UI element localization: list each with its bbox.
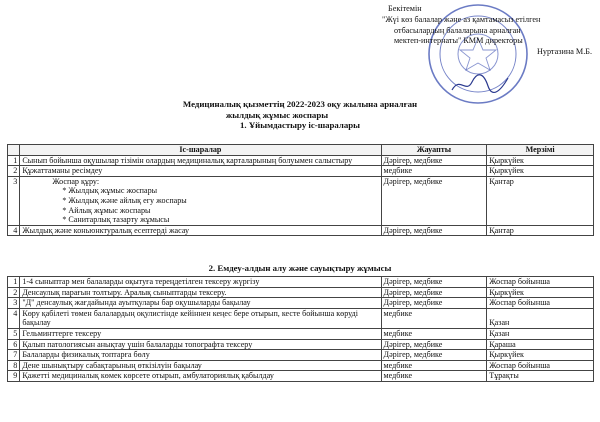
table-row — [8, 371, 594, 382]
row-responsible: медбике — [381, 371, 487, 382]
row-deadline: Қантар — [487, 176, 594, 225]
director-signature-icon — [450, 72, 510, 96]
row-responsible: медбике — [381, 166, 487, 177]
header-activity: Іс-шаралар — [20, 145, 381, 156]
approval-line-2: "Жүі көз балалар және аз қамтамасыз етілген — [382, 14, 541, 24]
row-activity: Денсаулық парағын толтыру. Аралық сыныптарды тексеру. — [20, 287, 381, 298]
list-item: * Жылдық және айлық егу жоспары — [62, 196, 378, 206]
header-responsible: Жауапты — [381, 145, 487, 156]
row-activity: "Д" денсаулық жағдайында ауытқулары бар оқушыларды бақылау — [20, 298, 381, 309]
table-row — [8, 360, 594, 371]
row-responsible: Дәрігер, медбике — [381, 339, 487, 350]
row-number: 8 — [8, 360, 20, 371]
section-1-title: 1. Ұйымдастыру іс-шаралары — [240, 120, 360, 130]
row-deadline: Тұрақты — [487, 371, 594, 382]
approval-line-1: Бекітемін — [388, 4, 422, 13]
row-responsible: Дәрігер, медбике — [381, 155, 487, 166]
row-responsible: Дәрігер, медбике — [381, 176, 487, 225]
row-responsible: Дәрігер, медбике — [381, 287, 487, 298]
table-row — [8, 308, 594, 328]
row-number: 1 — [8, 155, 20, 166]
row-deadline: Қыркүйек — [487, 166, 594, 177]
row-number: 4 — [8, 225, 20, 236]
table-row — [8, 166, 594, 177]
row-number: 3 — [8, 298, 20, 309]
row-deadline: Қараша — [487, 339, 594, 350]
approval-block — [382, 4, 592, 58]
plan-list — [22, 186, 378, 224]
row-activity: Балаларды физикалық топтарға бөлу — [20, 350, 381, 361]
row-activity: Гельминттерге тексеру — [20, 328, 381, 339]
document-title: Медициналық қызметтің 2022-2023 оқу жылына арналған — [182, 99, 418, 109]
table-row — [8, 328, 594, 339]
table-row — [8, 155, 594, 166]
row-responsible: Дәрігер, медбике — [381, 350, 487, 361]
list-item: * Санитарлық тазарту жұмысы — [62, 215, 378, 225]
table-row — [8, 350, 594, 361]
row-deadline: Қыркүйек — [487, 155, 594, 166]
row-deadline: Қазан — [487, 328, 594, 339]
list-item: * Айлық жұмыс жоспары — [62, 206, 378, 216]
row-responsible: медбике — [381, 360, 487, 371]
row-number: 4 — [8, 308, 20, 328]
row-responsible: Дәрігер, медбике — [381, 277, 487, 288]
row-number: 1 — [8, 277, 20, 288]
organizational-activities-table — [7, 144, 594, 236]
row-activity: 1-4 сыныптар мен балаларды оқытуға тереңдетілген тексеру жүргізу — [20, 277, 381, 288]
row-number: 5 — [8, 328, 20, 339]
list-item: * Жылдық жұмыс жоспары — [62, 186, 378, 196]
row-activity: Сынып бойынша оқушылар тізімін олардың медициналық карталарының болуымен салыстыру — [20, 155, 381, 166]
table-row — [8, 287, 594, 298]
row-deadline: Қыркүйек — [487, 350, 594, 361]
row-activity: Көру қабілеті төмен балалардың оқулистінде кейіннен кеңес бере отырып, кесте бойынша көруді бақылау — [20, 308, 381, 328]
table-header-row — [8, 145, 594, 156]
row-deadline: Жоспар бойынша — [487, 277, 594, 288]
row-responsible: Дәрігер, медбике — [381, 225, 487, 236]
document-title-block — [0, 99, 600, 131]
table-row — [8, 225, 594, 236]
row-activity: Құжаттаманы ресімдеу — [20, 166, 381, 177]
row-number: 3 — [8, 176, 20, 225]
table-row — [8, 176, 594, 225]
treatment-prevention-table — [7, 276, 594, 382]
section-2-title: 2. Емдеу-алдын алу және сауықтыру жұмысы — [208, 263, 392, 273]
table-row — [8, 298, 594, 309]
row-activity: Қалып патологиясын анықтау үшін балаларды топографта тексеру — [20, 339, 381, 350]
approval-line-3: отбасылардың балаларына арналған — [394, 25, 521, 35]
row-activity: Дене шынықтыру сабақтарының өткізілуін бақылау — [20, 360, 381, 371]
row-deadline: Қыркүйек — [487, 287, 594, 298]
header-num — [8, 145, 20, 156]
row-number: 7 — [8, 350, 20, 361]
header-deadline: Мерзімі — [487, 145, 594, 156]
row-responsible: медбике — [381, 308, 487, 328]
row-deadline: Жоспар бойынша — [487, 360, 594, 371]
row-activity: Жылдық және коньюнктуралық есептерді жасау — [20, 225, 381, 236]
document-subtitle: жылдық жұмыс жоспары — [225, 109, 329, 120]
table-row — [8, 339, 594, 350]
approval-director-name: Нуртазина М.Б. — [536, 47, 592, 57]
row-deadline: Қазан — [487, 308, 594, 328]
row-responsible: Дәрігер, медбике — [381, 298, 487, 309]
row-responsible: медбике — [381, 328, 487, 339]
row-number: 9 — [8, 371, 20, 382]
table-row — [8, 277, 594, 288]
plan-heading: Жоспар құру: — [52, 176, 100, 186]
row-activity — [20, 176, 381, 225]
row-deadline: Жоспар бойынша — [487, 298, 594, 309]
row-number: 6 — [8, 339, 20, 350]
approval-line-4: мектеп-интернаты" КММ директоры — [394, 36, 523, 46]
row-activity: Қажетті медициналық көмек көрсете отырып, амбулаториялық қабылдау — [20, 371, 381, 382]
row-deadline: Қантар — [487, 225, 594, 236]
row-number: 2 — [8, 287, 20, 298]
row-number: 2 — [8, 166, 20, 177]
